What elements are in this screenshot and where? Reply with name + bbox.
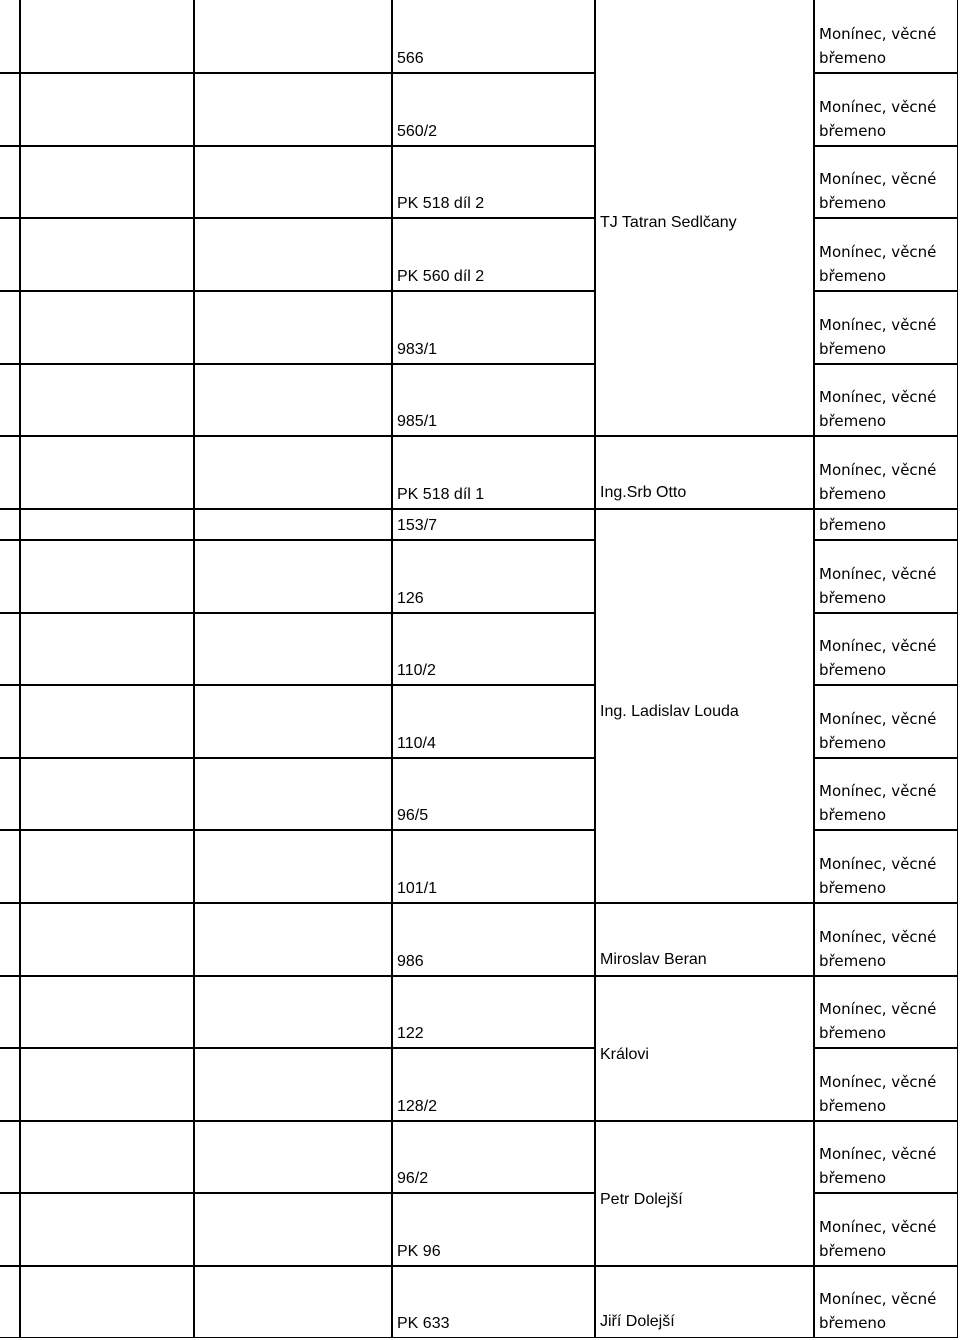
parcel-number: 101/1 [397, 880, 438, 897]
parcel-cell [392, 1193, 595, 1266]
description-cell [814, 0, 958, 73]
row-blank-cell-2 [194, 758, 392, 830]
row-blank-cell-2 [194, 1193, 392, 1266]
row-blank-cell [20, 364, 194, 436]
parcel-cell [392, 903, 595, 976]
parcel-cell [392, 613, 595, 685]
description-cell [814, 613, 958, 685]
row-blank-cell [20, 436, 194, 509]
description-cell [814, 436, 958, 509]
parcel-cell [392, 540, 595, 613]
parcel-description: Monínec, věcné břemeno [819, 316, 937, 358]
parcel-cell [392, 218, 595, 291]
parcel-cell [392, 0, 595, 73]
row-margin-cell [0, 436, 20, 509]
row-margin-cell [0, 1048, 20, 1121]
row-blank-cell [20, 218, 194, 291]
owner-cell [595, 509, 814, 903]
row-blank-cell [20, 976, 194, 1048]
parcel-cell [392, 830, 595, 903]
owner-name: Petr Dolejší [600, 1191, 683, 1208]
description-cell [814, 540, 958, 613]
parcel-description: Monínec, věcné břemeno [819, 1073, 937, 1115]
row-margin-cell [0, 291, 20, 364]
row-blank-cell [20, 685, 194, 758]
description-cell [814, 364, 958, 436]
owner-name: Miroslav Beran [600, 951, 707, 968]
row-blank-cell-2 [194, 146, 392, 218]
row-blank-cell [20, 1121, 194, 1193]
row-blank-cell-2 [194, 218, 392, 291]
owner-name: Ing.Srb Otto [600, 484, 687, 501]
row-margin-cell [0, 976, 20, 1048]
description-cell [814, 509, 958, 540]
parcel-description: Monínec, věcné břemeno [819, 782, 937, 824]
row-blank-cell-2 [194, 291, 392, 364]
parcel-number: 96/2 [397, 1170, 429, 1187]
owner-cell [595, 1266, 814, 1338]
row-margin-cell [0, 685, 20, 758]
row-margin-cell [0, 146, 20, 218]
parcel-description: Monínec, věcné břemeno [819, 98, 937, 140]
row-blank-cell [20, 1193, 194, 1266]
row-blank-cell [20, 73, 194, 146]
parcel-number: 986 [397, 953, 424, 970]
parcel-description: Monínec, věcné břemeno [819, 170, 937, 212]
parcel-description: Monínec, věcné břemeno [819, 855, 937, 897]
parcel-number: PK 633 [397, 1315, 450, 1332]
row-blank-cell-2 [194, 903, 392, 976]
row-blank-cell [20, 0, 194, 73]
row-blank-cell-2 [194, 976, 392, 1048]
parcel-cell [392, 685, 595, 758]
owner-cell [595, 0, 814, 436]
parcel-description: Monínec, věcné břemeno [819, 1000, 937, 1042]
parcel-number: 566 [397, 50, 424, 67]
description-cell [814, 1266, 958, 1338]
row-blank-cell [20, 509, 194, 540]
description-cell [814, 830, 958, 903]
row-blank-cell [20, 613, 194, 685]
row-blank-cell [20, 1266, 194, 1338]
parcel-number: 122 [397, 1025, 424, 1042]
parcel-number: 96/5 [397, 807, 429, 824]
description-cell [814, 291, 958, 364]
parcel-number: 110/4 [397, 735, 436, 752]
owner-name: Královi [600, 1046, 649, 1063]
row-blank-cell [20, 146, 194, 218]
row-blank-cell [20, 903, 194, 976]
parcel-cell [392, 758, 595, 830]
parcel-description: Monínec, věcné břemeno [819, 388, 937, 430]
description-cell [814, 1193, 958, 1266]
parcel-cell [392, 976, 595, 1048]
description-cell [814, 146, 958, 218]
row-blank-cell-2 [194, 1266, 392, 1338]
row-blank-cell-2 [194, 613, 392, 685]
row-margin-cell [0, 540, 20, 613]
parcel-description: Monínec, věcné břemeno [819, 461, 937, 503]
description-cell [814, 758, 958, 830]
parcel-number: 153/7 [397, 517, 438, 534]
row-margin-cell [0, 903, 20, 976]
parcel-description: Monínec, věcné břemeno [819, 243, 937, 285]
description-cell [814, 903, 958, 976]
parcel-description: Monínec, věcné břemeno [819, 1145, 937, 1187]
row-blank-cell-2 [194, 364, 392, 436]
parcel-number: PK 518 díl 2 [397, 195, 485, 212]
description-cell [814, 1048, 958, 1121]
parcel-cell [392, 1121, 595, 1193]
parcel-number: 126 [397, 590, 424, 607]
parcel-cell [392, 1266, 595, 1338]
owner-cell [595, 436, 814, 509]
description-cell [814, 1121, 958, 1193]
description-cell [814, 976, 958, 1048]
parcel-description: Monínec, věcné břemeno [819, 565, 937, 607]
parcel-number: PK 518 díl 1 [397, 486, 485, 503]
row-blank-cell [20, 758, 194, 830]
row-blank-cell [20, 291, 194, 364]
row-margin-cell [0, 218, 20, 291]
parcel-cell [392, 364, 595, 436]
parcel-number: 128/2 [397, 1098, 438, 1115]
parcel-number: 983/1 [397, 341, 438, 358]
row-margin-cell [0, 758, 20, 830]
parcel-number: PK 96 [397, 1243, 441, 1260]
parcel-cell [392, 436, 595, 509]
description-cell [814, 218, 958, 291]
row-blank-cell-2 [194, 830, 392, 903]
parcel-cell [392, 1048, 595, 1121]
parcel-description: Monínec, věcné břemeno [819, 25, 937, 67]
owner-cell [595, 903, 814, 976]
row-margin-cell [0, 613, 20, 685]
row-blank-cell-2 [194, 509, 392, 540]
owner-name: TJ Tatran Sedlčany [600, 214, 737, 231]
parcel-description: Monínec, věcné břemeno [819, 1290, 937, 1332]
owner-name: Jiří Dolejší [600, 1313, 675, 1330]
row-blank-cell-2 [194, 1048, 392, 1121]
row-margin-cell [0, 1121, 20, 1193]
owner-name: Ing. Ladislav Louda [600, 703, 739, 720]
parcel-description: Monínec, věcné břemeno [819, 637, 937, 679]
row-blank-cell [20, 830, 194, 903]
row-margin-cell [0, 0, 20, 73]
parcel-description: Monínec, věcné břemeno [819, 710, 937, 752]
row-margin-cell [0, 1266, 20, 1338]
owner-cell [595, 1121, 814, 1266]
row-blank-cell-2 [194, 73, 392, 146]
row-blank-cell-2 [194, 436, 392, 509]
parcel-number: 985/1 [397, 413, 438, 430]
row-margin-cell [0, 1193, 20, 1266]
parcel-number: PK 560 díl 2 [397, 268, 485, 285]
row-blank-cell [20, 540, 194, 613]
parcel-cell [392, 73, 595, 146]
row-blank-cell [20, 1048, 194, 1121]
row-blank-cell-2 [194, 0, 392, 73]
description-cell [814, 73, 958, 146]
row-blank-cell-2 [194, 685, 392, 758]
parcel-description: Monínec, věcné břemeno [819, 928, 937, 970]
row-margin-cell [0, 509, 20, 540]
parcel-number: 560/2 [397, 123, 438, 140]
parcel-cell [392, 146, 595, 218]
parcel-description: Monínec, věcné břemeno [819, 1218, 937, 1260]
row-margin-cell [0, 830, 20, 903]
row-margin-cell [0, 364, 20, 436]
row-blank-cell-2 [194, 540, 392, 613]
owner-cell [595, 976, 814, 1121]
parcel-number: 110/2 [397, 662, 436, 679]
row-margin-cell [0, 73, 20, 146]
parcel-cell [392, 291, 595, 364]
parcel-description: břemeno [819, 516, 887, 534]
parcel-cell [392, 509, 595, 540]
description-cell [814, 685, 958, 758]
row-blank-cell-2 [194, 1121, 392, 1193]
